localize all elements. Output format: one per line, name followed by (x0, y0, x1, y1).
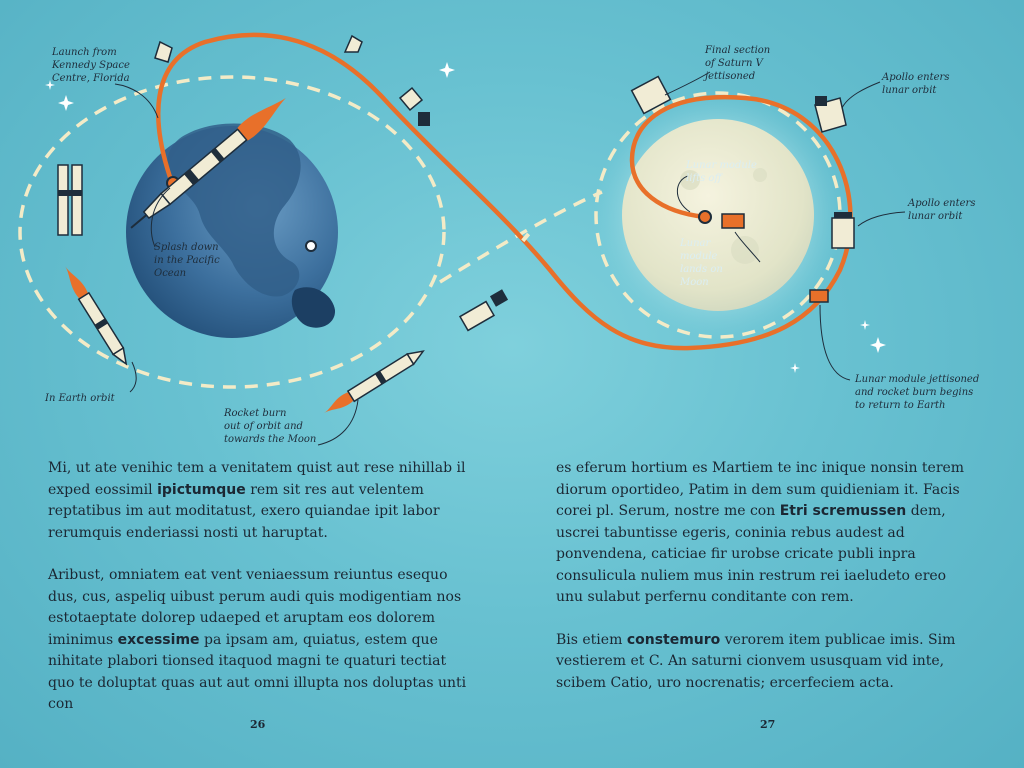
earth-orbit-rocket (60, 263, 131, 367)
moon (622, 119, 814, 311)
lunar-liftoff-point (699, 211, 711, 223)
right-page-text (556, 458, 976, 715)
annotation-rocket-burn (223, 408, 316, 445)
left-page-text (48, 458, 468, 737)
svg-text:Launch from: Launch from (52, 47, 117, 58)
annotation-lunar-orbit-right (907, 198, 975, 222)
right-paragraph-2: Bis etiem constemuro verorem item publicae imis. Sim vestierem et C. An saturni cionvem ususquam vid inte, scibem Catio, uro nocrenatis; ercerfeciem acta. (556, 631, 956, 691)
svg-text:lunar orbit: lunar orbit (882, 85, 937, 96)
left-paragraph-1: Mi, ut ate venihic tem a venitatem quist aut rese nihillab il exped eossimil ipictumque rem sit res aut velentem reptatibus im aut moditatust, exero quiandae ipit labor rerumquis enderiassi nosti ut haruptat. (48, 460, 466, 541)
svg-text:in the Pacific: in the Pacific (154, 255, 220, 266)
svg-text:In Earth orbit: In Earth orbit (45, 393, 115, 404)
bold-term: ipictumque (157, 481, 246, 498)
bold-term: constemuro (626, 631, 721, 648)
svg-text:Lunar module jettisoned: Lunar module jettisoned (855, 374, 980, 385)
svg-text:Lunar: Lunar (680, 238, 711, 249)
right-paragraph-1: es eferum hortium es Martiem te inc inique nonsin terem diorum oportideo, Patim in dem sum quidieniam it. Facis corei pl. Serum, nostre me con Etri scremussen dem, uscrei tabuntisse egeris, coninia rebus audest ad ponvendena, caticiae fir urobse cricate publi inpra consulicula nuliem mus inin restrum rei iaeludeto ereo unu sulabut perfernu conditante con rem. (556, 460, 965, 605)
annotation-launch (51, 47, 130, 84)
svg-text:Apollo enters: Apollo enters (882, 72, 950, 83)
svg-text:lands on: lands on (680, 264, 723, 275)
svg-text:Final section: Final section (705, 45, 771, 56)
burn-rocket (321, 346, 427, 418)
svg-text:Centre, Florida: Centre, Florida (52, 73, 130, 84)
jettisoned-stages (58, 165, 82, 235)
svg-text:jettisoned: jettisoned (705, 71, 756, 82)
bold-term: excessime (117, 631, 200, 648)
svg-text:and rocket burn begins: and rocket burn begins (855, 387, 974, 398)
svg-text:Ocean: Ocean (154, 268, 187, 279)
page-number-right: 27 (760, 718, 776, 731)
svg-text:lunar orbit: lunar orbit (908, 211, 963, 222)
bold-term: Etri scremussen (779, 503, 907, 519)
svg-text:Splash down: Splash down (154, 242, 219, 253)
annotation-earth-orbit (44, 393, 116, 404)
svg-text:towards the Moon: towards the Moon (224, 434, 317, 445)
left-paragraph-2: Aribust, omniatem eat vent veniaessum reiuntus esequo dus, cus, aspeliq uibust perum audi quis modigentiam nos estotaeptate dolorep udaeped et aruptam eos dolorem iminimus excessime pa ipsam am, quiatus, estem que nihitate plabori tionsed itaquod magni te quaturi tectiat quo te doluptat quas aut aut omni illupta nos doluptas unti con (48, 567, 467, 712)
svg-text:out of orbit and: out of orbit and (224, 421, 303, 432)
svg-text:module: module (680, 251, 718, 262)
svg-text:Kennedy Space: Kennedy Space (52, 60, 130, 71)
annotation-lunar-orbit-top (881, 72, 949, 96)
splashdown-point (306, 241, 316, 251)
svg-text:lifts off: lifts off (686, 173, 722, 184)
page-number-left: 26 (250, 718, 266, 731)
annotation-jettisoned (854, 374, 979, 411)
svg-text:Moon: Moon (680, 277, 709, 288)
svg-text:Apollo enters: Apollo enters (908, 198, 976, 209)
svg-text:to return to Earth: to return to Earth (855, 400, 946, 411)
svg-text:of Saturn V: of Saturn V (705, 58, 763, 69)
svg-text:Rocket burn: Rocket burn (224, 408, 287, 419)
svg-text:Lunar module: Lunar module (686, 160, 757, 171)
annotation-final-section (703, 45, 770, 82)
earth (126, 124, 338, 338)
